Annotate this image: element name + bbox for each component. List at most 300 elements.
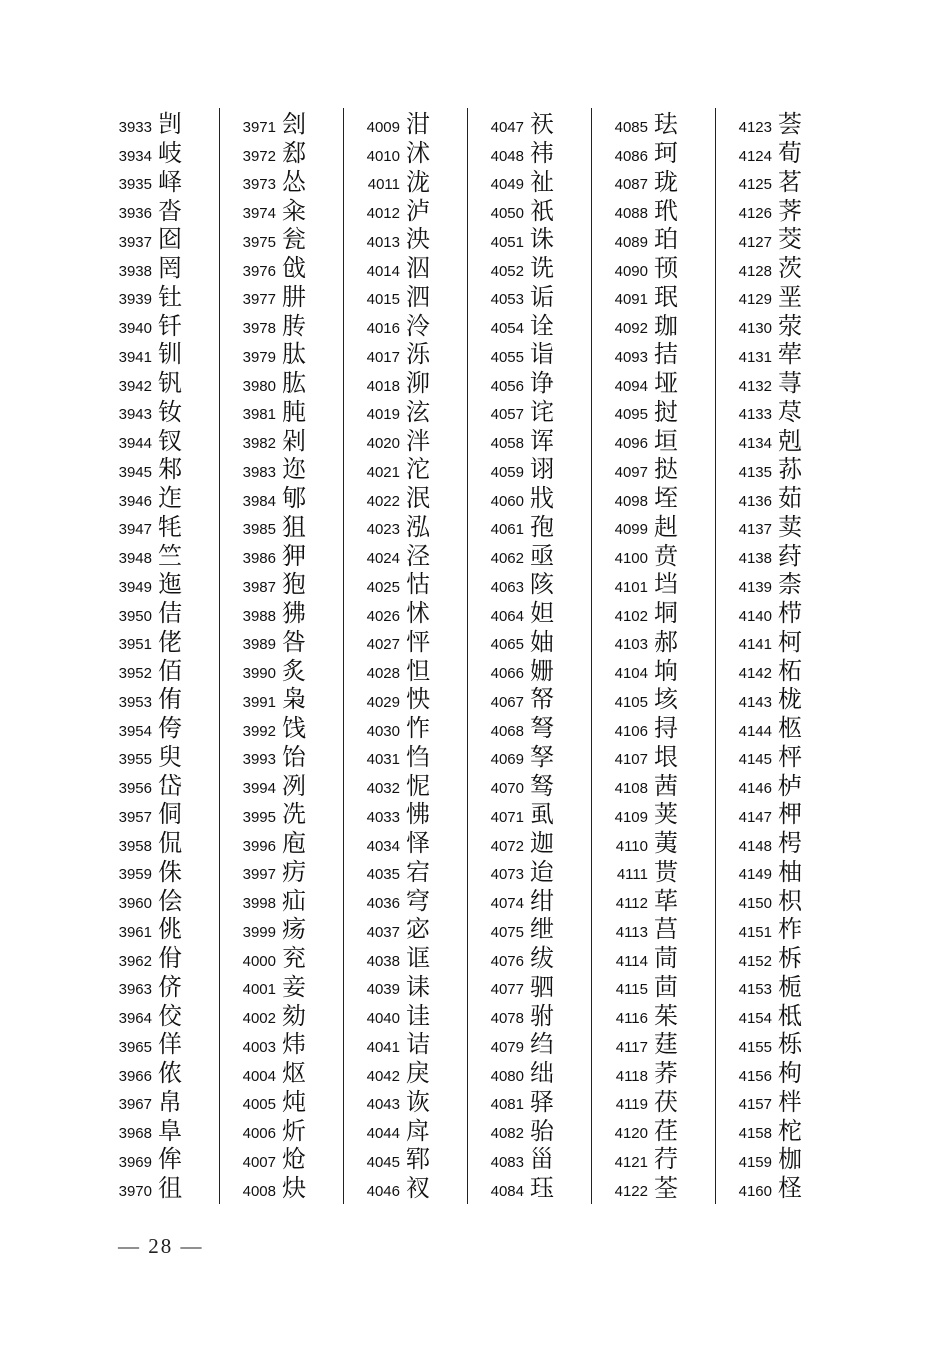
character-entry xyxy=(220,570,343,599)
entry-character: 衩 xyxy=(406,1174,430,1203)
entry-character: 咎 xyxy=(282,627,306,656)
entry-number: 4149 xyxy=(738,866,772,884)
character-entry xyxy=(716,340,840,369)
entry-number: 4048 xyxy=(490,147,524,165)
entry-number: 4049 xyxy=(490,176,524,194)
entry-number: 3954 xyxy=(118,722,152,740)
entry-number: 3969 xyxy=(118,1153,152,1171)
entry-character: 柞 xyxy=(778,915,802,944)
character-entry xyxy=(468,426,591,455)
entry-number: 4019 xyxy=(366,406,400,424)
entry-number: 4013 xyxy=(366,233,400,251)
entry-character: 迨 xyxy=(530,857,554,886)
entry-number: 3950 xyxy=(118,607,152,625)
entry-character: 柘 xyxy=(778,656,802,685)
entry-character: 迦 xyxy=(530,829,554,858)
character-entry xyxy=(344,1088,467,1117)
character-entry xyxy=(468,743,591,772)
character-entry xyxy=(716,110,840,139)
entry-number: 4082 xyxy=(490,1125,524,1143)
entry-character: 侔 xyxy=(158,1145,182,1174)
entry-number: 4140 xyxy=(738,607,772,625)
entry-character: 柰 xyxy=(778,570,802,599)
entry-number: 3990 xyxy=(242,665,276,683)
character-entry xyxy=(716,426,840,455)
entry-character: 侩 xyxy=(158,886,182,915)
entry-number: 4072 xyxy=(490,837,524,855)
character-entry xyxy=(96,685,219,714)
entry-number: 4018 xyxy=(366,377,400,395)
character-entry xyxy=(344,455,467,484)
entry-character: 侏 xyxy=(158,857,182,886)
character-entry xyxy=(344,973,467,1002)
character-entry xyxy=(716,656,840,685)
character-entry xyxy=(344,484,467,513)
entry-number: 4044 xyxy=(366,1125,400,1143)
entry-number: 4066 xyxy=(490,665,524,683)
table-column xyxy=(344,108,468,1204)
entry-number: 4029 xyxy=(366,693,400,711)
character-entry xyxy=(220,1174,343,1203)
character-entry xyxy=(220,714,343,743)
entry-character: 泸 xyxy=(406,196,430,225)
entry-character: 戾 xyxy=(406,1059,430,1088)
entry-number: 4147 xyxy=(738,808,772,826)
entry-number: 3951 xyxy=(118,636,152,654)
entry-character: 枰 xyxy=(778,742,802,771)
entry-number: 4054 xyxy=(490,320,524,338)
entry-character: 钎 xyxy=(158,311,182,340)
character-entry xyxy=(344,1174,467,1203)
entry-number: 4034 xyxy=(366,837,400,855)
entry-character: 珈 xyxy=(654,311,678,340)
entry-number: 4133 xyxy=(738,406,772,424)
character-entry xyxy=(468,1145,591,1174)
entry-number: 4092 xyxy=(614,320,648,338)
character-entry xyxy=(220,685,343,714)
entry-number: 4062 xyxy=(490,550,524,568)
character-entry xyxy=(220,973,343,1002)
entry-character: 冼 xyxy=(282,800,306,829)
entry-number: 3977 xyxy=(242,291,276,309)
entry-character: 茹 xyxy=(778,484,802,513)
entry-number: 4132 xyxy=(738,377,772,395)
entry-character: 籴 xyxy=(282,196,306,225)
entry-number: 4026 xyxy=(366,607,400,625)
character-entry xyxy=(96,340,219,369)
character-entry xyxy=(468,656,591,685)
entry-character: 侬 xyxy=(158,1059,182,1088)
entry-character: 柚 xyxy=(778,857,802,886)
entry-character: 垣 xyxy=(654,426,678,455)
entry-number: 3944 xyxy=(118,435,152,453)
entry-number: 4031 xyxy=(366,751,400,769)
character-entry xyxy=(344,829,467,858)
entry-character: 荞 xyxy=(654,1059,678,1088)
entry-character: 戕 xyxy=(530,484,554,513)
character-entry xyxy=(96,1001,219,1030)
entry-character: 挦 xyxy=(654,714,678,743)
entry-character: 怙 xyxy=(406,570,430,599)
character-entry xyxy=(468,599,591,628)
entry-character: 怏 xyxy=(406,685,430,714)
character-entry xyxy=(220,196,343,225)
entry-character: 诜 xyxy=(530,254,554,283)
entry-number: 3987 xyxy=(242,578,276,596)
character-entry xyxy=(220,858,343,887)
character-entry xyxy=(716,283,840,312)
character-entry xyxy=(220,800,343,829)
entry-number: 4020 xyxy=(366,435,400,453)
entry-character: 挝 xyxy=(654,397,678,426)
entry-character: 荟 xyxy=(778,110,802,139)
character-entry xyxy=(592,944,715,973)
entry-character: 荮 xyxy=(778,541,802,570)
entry-character: 柁 xyxy=(778,1116,802,1145)
entry-number: 4064 xyxy=(490,607,524,625)
character-entry xyxy=(220,944,343,973)
character-entry xyxy=(716,944,840,973)
entry-number: 4139 xyxy=(738,578,772,596)
character-entry xyxy=(592,858,715,887)
entry-character: 郓 xyxy=(406,1145,430,1174)
entry-character: 佰 xyxy=(158,656,182,685)
character-entry xyxy=(220,1088,343,1117)
entry-number: 4046 xyxy=(366,1182,400,1200)
character-entry xyxy=(96,915,219,944)
entry-character: 戽 xyxy=(406,1116,430,1145)
entry-character: 驸 xyxy=(530,1001,554,1030)
entry-character: 柽 xyxy=(778,1174,802,1203)
character-entry xyxy=(220,599,343,628)
entry-character: 诘 xyxy=(406,1030,430,1059)
entry-number: 4065 xyxy=(490,636,524,654)
entry-number: 3992 xyxy=(242,722,276,740)
entry-character: 绁 xyxy=(530,915,554,944)
character-entry xyxy=(592,139,715,168)
entry-number: 3959 xyxy=(118,866,152,884)
character-entry xyxy=(468,455,591,484)
entry-number: 3973 xyxy=(242,176,276,194)
entry-character: 肼 xyxy=(282,282,306,311)
entry-character: 茴 xyxy=(654,972,678,1001)
entry-number: 4030 xyxy=(366,722,400,740)
entry-number: 4081 xyxy=(490,1096,524,1114)
entry-character: 枭 xyxy=(282,685,306,714)
entry-number: 4112 xyxy=(615,895,648,913)
character-entry xyxy=(220,254,343,283)
table-column xyxy=(96,108,220,1204)
entry-character: 佶 xyxy=(158,599,182,628)
character-entry xyxy=(220,225,343,254)
entry-character: 钍 xyxy=(158,282,182,311)
entry-character: 茱 xyxy=(654,1001,678,1030)
entry-number: 3947 xyxy=(118,521,152,539)
entry-character: 荬 xyxy=(778,512,802,541)
entry-number: 3997 xyxy=(242,866,276,884)
character-entry xyxy=(96,628,219,657)
entry-number: 4033 xyxy=(366,808,400,826)
entry-number: 4110 xyxy=(615,837,648,855)
character-entry xyxy=(592,369,715,398)
entry-number: 3955 xyxy=(118,751,152,769)
entry-character: 疝 xyxy=(282,886,306,915)
entry-number: 3982 xyxy=(242,435,276,453)
entry-character: 炔 xyxy=(282,1174,306,1203)
character-entry xyxy=(716,915,840,944)
character-entry xyxy=(592,1116,715,1145)
character-entry xyxy=(468,800,591,829)
character-entry xyxy=(716,570,840,599)
entry-number: 4089 xyxy=(614,233,648,251)
entry-number: 4154 xyxy=(738,1010,772,1028)
character-entry xyxy=(96,283,219,312)
entry-number: 4113 xyxy=(615,923,648,941)
entry-number: 3949 xyxy=(118,578,152,596)
character-entry xyxy=(592,886,715,915)
entry-character: 泅 xyxy=(406,254,430,283)
character-entry xyxy=(96,311,219,340)
entry-character: 诤 xyxy=(530,369,554,398)
character-entry xyxy=(96,455,219,484)
entry-character: 饴 xyxy=(282,742,306,771)
entry-character: 垠 xyxy=(654,742,678,771)
entry-character: 荦 xyxy=(778,340,802,369)
table-column xyxy=(468,108,592,1204)
entry-character: 钕 xyxy=(158,397,182,426)
entry-number: 4074 xyxy=(490,895,524,913)
entry-number: 4105 xyxy=(614,693,648,711)
character-entry xyxy=(468,168,591,197)
entry-character: 泔 xyxy=(406,110,430,139)
character-entry xyxy=(344,139,467,168)
entry-number: 3984 xyxy=(242,492,276,510)
character-entry xyxy=(96,484,219,513)
entry-character: 侑 xyxy=(158,685,182,714)
entry-number: 3970 xyxy=(118,1182,152,1200)
entry-number: 4068 xyxy=(490,722,524,740)
character-entry xyxy=(716,886,840,915)
character-entry xyxy=(344,513,467,542)
character-entry xyxy=(344,1001,467,1030)
entry-character: 绀 xyxy=(530,886,554,915)
entry-character: 罔 xyxy=(158,254,182,283)
entry-character: 祎 xyxy=(530,139,554,168)
entry-character: 钗 xyxy=(158,426,182,455)
entry-number: 4011 xyxy=(367,176,400,194)
entry-number: 4037 xyxy=(366,923,400,941)
entry-character: 怩 xyxy=(406,771,430,800)
character-entry xyxy=(592,196,715,225)
entry-character: 囵 xyxy=(158,225,182,254)
character-entry xyxy=(716,1088,840,1117)
entry-number: 4024 xyxy=(366,550,400,568)
entry-character: 帑 xyxy=(530,685,554,714)
entry-character: 诣 xyxy=(530,340,554,369)
entry-character: 枳 xyxy=(778,886,802,915)
entry-number: 4056 xyxy=(490,377,524,395)
entry-number: 3952 xyxy=(118,665,152,683)
entry-character: 诧 xyxy=(530,397,554,426)
entry-character: 骀 xyxy=(530,1116,554,1145)
entry-character: 莛 xyxy=(654,1030,678,1059)
entry-character: 诟 xyxy=(530,282,554,311)
entry-number: 3962 xyxy=(118,952,152,970)
character-entry xyxy=(716,628,840,657)
character-entry xyxy=(220,311,343,340)
entry-number: 4128 xyxy=(738,262,772,280)
entry-character: 郝 xyxy=(654,627,678,656)
character-entry xyxy=(592,973,715,1002)
entry-number: 4119 xyxy=(615,1096,648,1114)
character-entry xyxy=(592,110,715,139)
entry-number: 4158 xyxy=(738,1125,772,1143)
character-entry xyxy=(468,340,591,369)
entry-character: 驿 xyxy=(530,1087,554,1116)
character-entry xyxy=(220,886,343,915)
entry-number: 4040 xyxy=(366,1010,400,1028)
character-entry xyxy=(716,771,840,800)
entry-character: 挞 xyxy=(654,455,678,484)
entry-number: 3976 xyxy=(242,262,276,280)
entry-number: 4079 xyxy=(490,1038,524,1056)
character-entry xyxy=(96,398,219,427)
character-entry xyxy=(592,743,715,772)
entry-number: 3957 xyxy=(118,808,152,826)
entry-number: 3948 xyxy=(118,550,152,568)
character-entry xyxy=(96,570,219,599)
entry-character: 泫 xyxy=(406,397,430,426)
character-entry xyxy=(468,541,591,570)
entry-number: 3985 xyxy=(242,521,276,539)
entry-character: 徂 xyxy=(158,1174,182,1203)
character-entry xyxy=(96,714,219,743)
character-entry xyxy=(344,599,467,628)
entry-number: 4134 xyxy=(738,435,772,453)
entry-number: 3972 xyxy=(242,147,276,165)
character-entry xyxy=(716,829,840,858)
entry-number: 4077 xyxy=(490,981,524,999)
entry-number: 4131 xyxy=(738,348,772,366)
entry-character: 妲 xyxy=(530,599,554,628)
character-entry xyxy=(468,1174,591,1203)
character-entry xyxy=(592,484,715,513)
character-entry xyxy=(716,1145,840,1174)
entry-character: 泱 xyxy=(406,225,430,254)
entry-number: 4117 xyxy=(615,1038,648,1056)
entry-number: 4080 xyxy=(490,1067,524,1085)
character-entry xyxy=(468,1116,591,1145)
entry-character: 佼 xyxy=(158,1001,182,1030)
character-entry xyxy=(716,311,840,340)
entry-character: 垓 xyxy=(654,685,678,714)
character-entry xyxy=(220,513,343,542)
entry-number: 4006 xyxy=(242,1125,276,1143)
entry-number: 4058 xyxy=(490,435,524,453)
character-entry xyxy=(592,628,715,657)
entry-number: 4095 xyxy=(614,406,648,424)
entry-number: 3966 xyxy=(118,1067,152,1085)
entry-character: 荪 xyxy=(778,455,802,484)
character-entry xyxy=(96,541,219,570)
character-entry xyxy=(220,369,343,398)
entry-number: 3960 xyxy=(118,895,152,913)
entry-character: 侪 xyxy=(158,972,182,1001)
entry-number: 3991 xyxy=(242,693,276,711)
entry-number: 4093 xyxy=(614,348,648,366)
character-entry xyxy=(592,1059,715,1088)
entry-number: 4141 xyxy=(738,636,772,654)
entry-number: 4038 xyxy=(366,952,400,970)
entry-character: 荀 xyxy=(778,139,802,168)
character-entry xyxy=(96,973,219,1002)
entry-number: 4012 xyxy=(366,205,400,223)
character-entry xyxy=(96,1030,219,1059)
character-entry xyxy=(468,829,591,858)
entry-character: 垧 xyxy=(654,656,678,685)
entry-character: 瓮 xyxy=(282,225,306,254)
character-entry xyxy=(716,1030,840,1059)
entry-number: 3965 xyxy=(118,1038,152,1056)
entry-number: 4118 xyxy=(615,1067,648,1085)
character-table xyxy=(96,108,840,1204)
character-entry xyxy=(592,340,715,369)
entry-number: 4120 xyxy=(614,1125,648,1143)
character-entry xyxy=(592,800,715,829)
entry-number: 4052 xyxy=(490,262,524,280)
character-entry xyxy=(344,858,467,887)
entry-character: 怫 xyxy=(406,800,430,829)
character-entry xyxy=(468,311,591,340)
character-entry xyxy=(344,743,467,772)
entry-character: 䏝 xyxy=(282,311,306,340)
character-entry xyxy=(716,714,840,743)
entry-number: 3988 xyxy=(242,607,276,625)
entry-character: 柈 xyxy=(778,1087,802,1116)
entry-number: 4003 xyxy=(242,1038,276,1056)
character-entry xyxy=(344,628,467,657)
character-entry xyxy=(220,628,343,657)
entry-character: 兖 xyxy=(282,944,306,973)
entry-number: 3995 xyxy=(242,808,276,826)
entry-character: 炜 xyxy=(282,1030,306,1059)
entry-number: 4159 xyxy=(738,1153,772,1171)
entry-character: 肽 xyxy=(282,340,306,369)
entry-number: 4136 xyxy=(738,492,772,510)
character-entry xyxy=(716,168,840,197)
entry-number: 4084 xyxy=(490,1182,524,1200)
entry-character: 泷 xyxy=(406,167,430,196)
entry-number: 4123 xyxy=(738,118,772,136)
entry-character: 庖 xyxy=(282,829,306,858)
character-entry xyxy=(220,110,343,139)
entry-character: 泗 xyxy=(406,282,430,311)
entry-number: 3967 xyxy=(118,1096,152,1114)
entry-number: 3989 xyxy=(242,636,276,654)
entry-number: 3961 xyxy=(118,923,152,941)
entry-character: 钏 xyxy=(158,340,182,369)
entry-number: 4130 xyxy=(738,320,772,338)
entry-number: 4111 xyxy=(616,866,648,884)
character-entry xyxy=(344,254,467,283)
entry-character: 垤 xyxy=(654,484,678,513)
entry-number: 4121 xyxy=(614,1153,648,1171)
character-entry xyxy=(468,714,591,743)
entry-number: 4043 xyxy=(366,1096,400,1114)
entry-number: 4097 xyxy=(614,463,648,481)
entry-character: 荚 xyxy=(654,800,678,829)
entry-character: 绌 xyxy=(530,1059,554,1088)
